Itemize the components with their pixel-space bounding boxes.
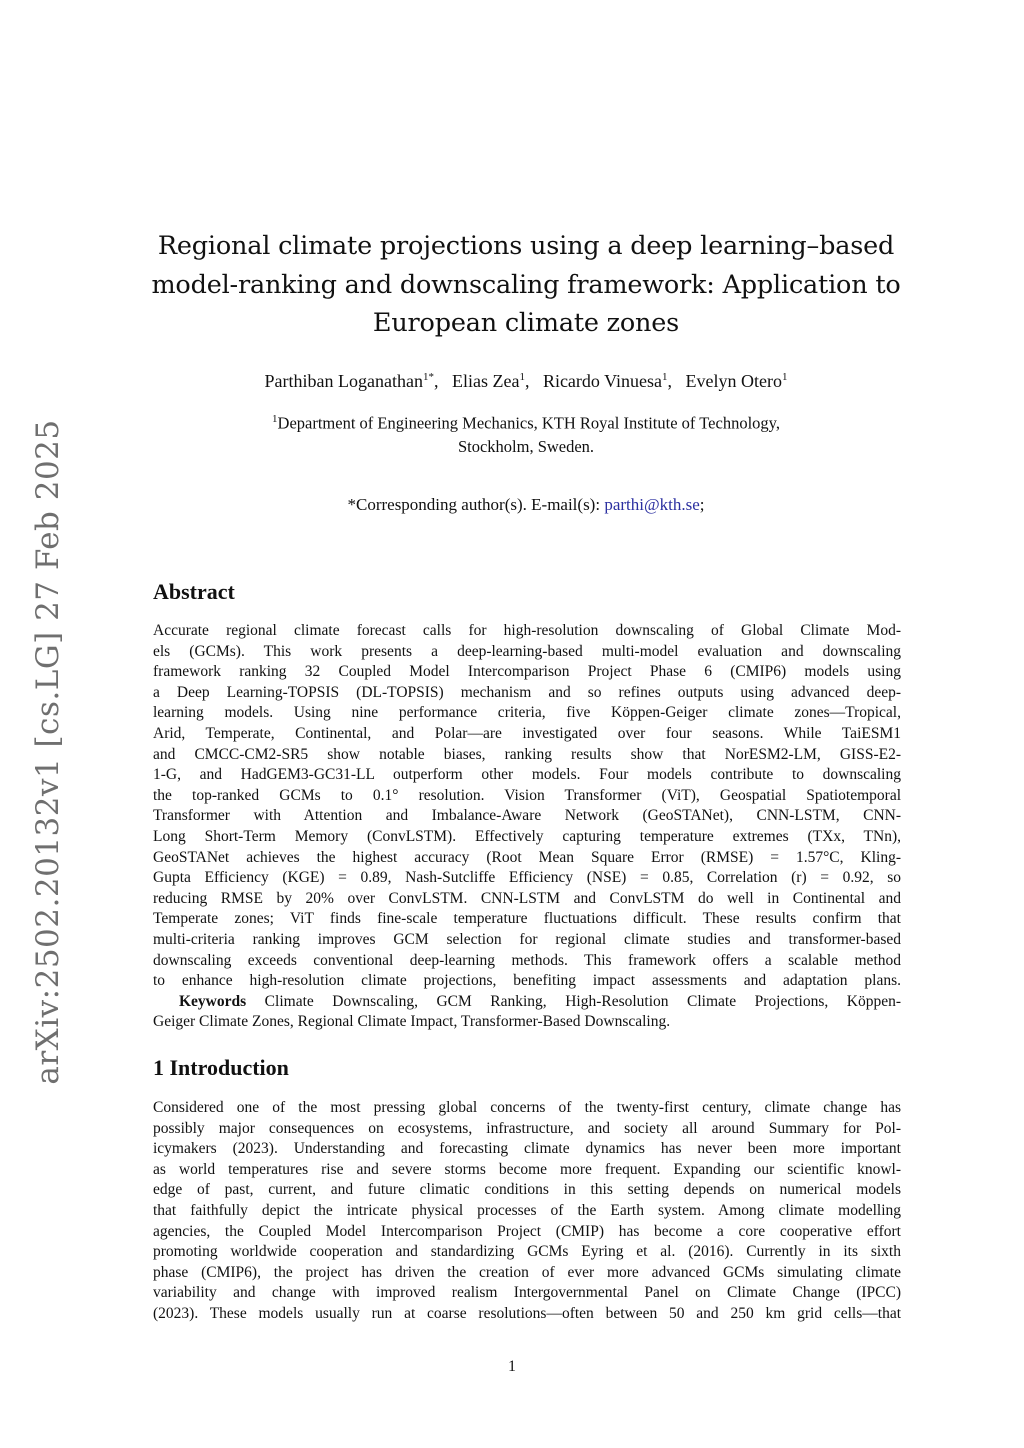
arxiv-identifier: arXiv:2502.20132v1 [cs.LG] 27 Feb 2025 <box>30 419 66 1085</box>
author-affiliation-mark: 1 <box>662 371 668 383</box>
abstract-line: Long Short-Term Memory (ConvLSTM). Effectively capturing temperature extremes (TXx, TNn), <box>153 827 901 845</box>
abstract-line: a Deep Learning-TOPSIS (DL-TOPSIS) mechanism and so refines outputs using advanced deep- <box>153 683 901 701</box>
abstract-line: Accurate regional climate forecast calls for high-resolution downscaling of Global Climate Mod- <box>153 622 901 639</box>
affiliation-line: Stockholm, Sweden. <box>457 436 595 456</box>
corresponding-label: *Corresponding author(s). E-mail(s): <box>347 495 605 514</box>
intro-line: phase (CMIP6), the project has driven the creation of ever more advanced GCMs simulating climate <box>153 1263 901 1281</box>
abstract-line: els (GCMs). This work presents a deep-learning-based multi-model evaluation and downscaling <box>153 642 901 660</box>
author-affiliation-mark: 1* <box>422 371 434 383</box>
intro-line: promoting worldwide cooperation and standardizing GCMs Eyring et al. (2016). Currently in its sixth <box>153 1243 901 1261</box>
abstract-line: Transformer with Attention and Imbalance-Aware Network (GeoSTANet), CNN-LSTM, CNN- <box>153 807 901 825</box>
corresponding-author <box>100 495 952 515</box>
keywords-line: Geiger Climate Zones, Regional Climate Impact, Transformer-Based Downscaling. <box>153 1013 671 1031</box>
introduction-heading: 1 Introduction <box>153 1055 289 1080</box>
page-number: 1 <box>508 1358 516 1375</box>
introduction-body <box>153 1098 901 1325</box>
affiliation-line: Department of Engineering Mechanics, KTH Royal Institute of Technology, <box>277 413 780 433</box>
abstract-line: downscaling exceeds conventional deep-learning methods. This framework offers a scalable method <box>153 951 901 969</box>
author-name: Ricardo Vinuesa <box>542 371 662 391</box>
title-line: Regional climate projections using a deep learning–based <box>157 231 895 261</box>
title-line: model-ranking and downscaling framework: Application to <box>151 269 901 300</box>
abstract-line: and CMCC-CM2-SR5 show notable biases, ranking results show that NorESM2-LM, GISS-E2- <box>153 745 901 763</box>
abstract-line: multi-criteria ranking improves GCM selection for regional climate studies and transformer-based <box>153 930 901 948</box>
intro-line: variability and change with improved realism Intergovernmental Panel on Climate Change (IPCC) <box>153 1284 901 1302</box>
abstract-line: the top-ranked GCMs to 0.1° resolution. Vision Transformer (ViT), Geospatial Spatiotemporal <box>153 786 901 804</box>
abstract-line: Arid, Temperate, Continental, and Polar—are investigated over four seasons. While TaiESM1 <box>153 724 901 742</box>
author-affiliation-mark: 1 <box>519 371 525 383</box>
affiliation <box>100 408 952 458</box>
abstract-line: reducing RMSE by 20% over ConvLSTM. CNN-LSTM and ConvLSTM do well in Continental and <box>153 889 901 907</box>
paper-title <box>150 227 902 343</box>
intro-line: possibly major consequences on ecosystems, infrastructure, and society all around Summary for Pol- <box>153 1119 901 1137</box>
intro-line: agencies, the Coupled Model Intercomparison Project (CMIP) has become a core cooperative effort <box>153 1222 901 1240</box>
intro-line: edge of past, current, and future climatic conditions in this setting depends on numerical models <box>153 1181 901 1199</box>
intro-line: that faithfully depict the intricate physical processes of the Earth system. Among climate modelling <box>153 1201 901 1219</box>
affiliation-mark: 1 <box>272 413 278 425</box>
abstract-line: framework ranking 32 Coupled Model Intercomparison Project Phase 6 (CMIP6) models using <box>153 663 901 681</box>
abstract-line: GeoSTANet achieves the highest accuracy (Root Mean Square Error (RMSE) = 1.57°C, Kling- <box>153 848 901 866</box>
keywords-text: Climate Downscaling, GCM Ranking, High-Resolution Climate Projections, Köppen- <box>246 992 901 1010</box>
abstract-heading: Abstract <box>153 579 235 604</box>
intro-line: (2023). These models usually run at coarse resolutions—often between 50 and 250 km grid cells—that <box>153 1304 901 1322</box>
abstract-line: Temperate zones; ViT finds fine-scale temperature fluctuations difficult. These results confirm that <box>153 910 901 928</box>
keywords-label: Keywords <box>179 992 247 1010</box>
intro-line: as world temperatures rise and severe storms become more frequent. Expanding our scientific knowl- <box>153 1160 901 1178</box>
corresponding-suffix: ; <box>699 495 705 514</box>
keywords-line <box>153 992 901 1013</box>
author-name: Elias Zea <box>451 371 520 391</box>
abstract-line: Gupta Efficiency (KGE) = 0.89, Nash-Sutcliffe Efficiency (NSE) = 0.85, Correlation (r) = 0.92, so <box>153 869 901 887</box>
author-list: Parthiban Loganathan$^{1*}$, Elias Zea$^1$, Ricardo Vinuesa$^1$, Evelyn Otero$^1$ <box>264 371 788 391</box>
intro-line: icymakers (2023). Understanding and forecasting climate dynamics has never been more important <box>153 1140 901 1158</box>
author-name: Evelyn Otero <box>685 371 782 391</box>
abstract-line: to enhance high-resolution climate projections, benefiting impact assessments and adaptation plans. <box>153 972 901 990</box>
author-affiliation-mark: 1 <box>781 371 788 383</box>
email-link[interactable]: parthi@kth.se <box>604 495 700 514</box>
author-name: Parthiban Loganathan <box>264 371 423 391</box>
title-line: European climate zones <box>372 308 680 338</box>
abstract-body <box>153 621 901 1033</box>
intro-line: Considered one of the most pressing global concerns of the twenty-first century, climate change has <box>153 1099 901 1116</box>
abstract-line: 1-G, and HadGEM3-GC31-LL outperform other models. Four models contribute to downscaling <box>153 766 901 784</box>
abstract-line: learning models. Using nine performance criteria, five Köppen-Geiger climate zones—Tropical, <box>153 704 901 722</box>
